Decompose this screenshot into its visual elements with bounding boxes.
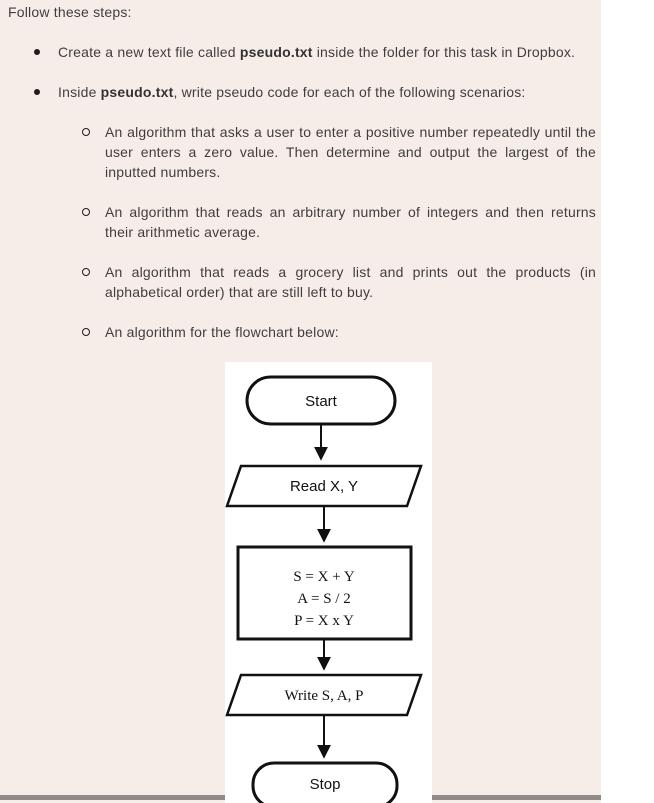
bullet-1-text bbox=[58, 42, 596, 62]
bullet-item-2 bbox=[34, 82, 596, 102]
bullet-1-post: inside the folder for this task in Dropbox. bbox=[312, 44, 576, 60]
sub-bullet-item-2 bbox=[82, 202, 596, 242]
flowchart-process-line-2: A = S / 2 bbox=[297, 591, 351, 607]
sub-bullet-1-text: An algorithm that asks a user to enter a positive number repeatedly until the user enters a zero value. Then determine and output the largest of the inputted numbers. bbox=[105, 124, 596, 180]
sub-bullet-item-3 bbox=[82, 262, 596, 302]
sub-bullet-3-text: An algorithm that reads a grocery list and prints out the products (in alphabetical order) that are still left to buy. bbox=[105, 264, 596, 300]
flowchart-process-line-3: P = X x Y bbox=[294, 613, 354, 629]
bullet-2-pre: Inside bbox=[58, 84, 101, 100]
bullet-2-text bbox=[58, 82, 596, 102]
flowchart-svg bbox=[225, 362, 432, 803]
bullet-1-filename: pseudo.txt bbox=[239, 44, 313, 60]
flowchart-read-label: Read X, Y bbox=[289, 478, 359, 495]
intro-text: Follow these steps: bbox=[8, 4, 132, 20]
sub-bullet-4-text: An algorithm for the flowchart below: bbox=[105, 324, 339, 340]
bullet-marker bbox=[34, 42, 58, 55]
flowchart-stop-label: Stop bbox=[309, 776, 341, 793]
bullet-marker bbox=[34, 82, 58, 95]
sub-bullet-marker bbox=[82, 202, 105, 216]
flowchart-start-label: Start bbox=[305, 393, 337, 410]
sub-bullet-marker bbox=[82, 322, 105, 336]
bullet-2-filename: pseudo.txt bbox=[100, 84, 174, 100]
sub-bullet-marker bbox=[82, 122, 105, 136]
flowchart-image bbox=[225, 362, 432, 803]
bullet-item-1 bbox=[34, 42, 596, 62]
flowchart-write-label: Write S, A, P bbox=[284, 688, 364, 704]
sub-bullet-2-text: An algorithm that reads an arbitrary number of integers and then returns their arithmetic average. bbox=[105, 204, 596, 240]
flowchart-process-line-1: S = X + Y bbox=[293, 569, 355, 585]
sub-bullet-marker bbox=[82, 262, 105, 276]
bullet-2-post: , write pseudo code for each of the following scenarios: bbox=[173, 84, 526, 100]
bullet-1-pre: Create a new text file called bbox=[58, 44, 240, 60]
sub-bullet-item-4 bbox=[82, 322, 596, 342]
sub-bullet-item-1 bbox=[82, 122, 596, 182]
